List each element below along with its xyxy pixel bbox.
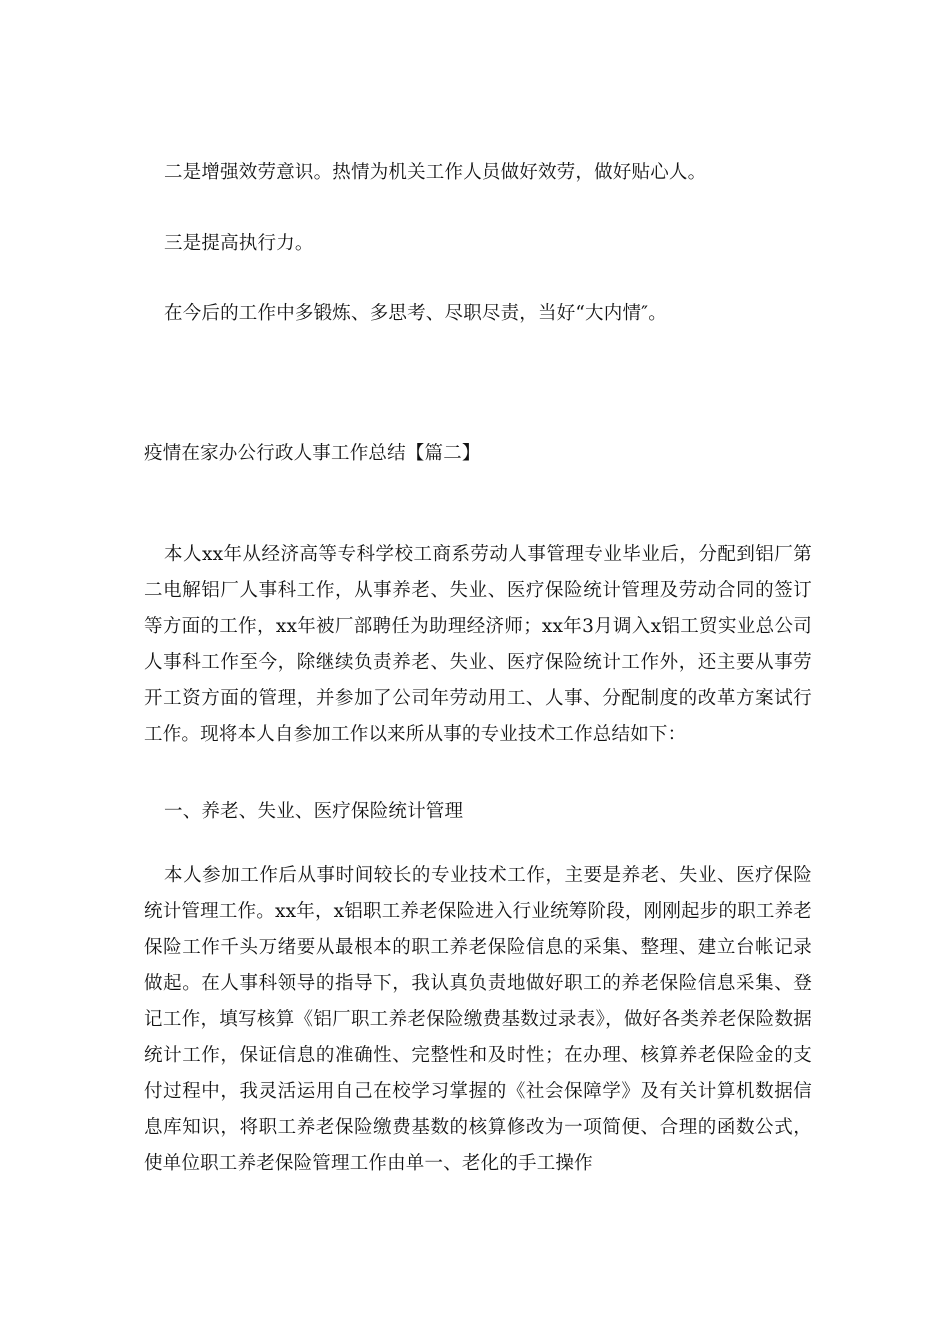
body-paragraph-career-summary: 本人xx年从经济高等专科学校工商系劳动人事管理专业毕业后，分配到铝厂第二电解铝厂人事科工作，从事养老、失业、医疗保险统计管理及劳动合同的签订等方面的工作，xx年被厂部聘任为助理经济师；xx年3月调入x铝工贸实业总公司人事科工作至今，除继续负责养老、失业、医疗保险统计工作外，还主要从事劳开工资方面的管理，并参加了公司年劳动用工、人事、分配制度的改革方案试行工作。现将本人自参加工作以来所从事的专业技术工作总结如下： [144, 544, 812, 745]
subheading-insurance-statistics: 一、养老、失业、医疗保险统计管理 [164, 801, 464, 822]
intro-item-closing: 在今后的工作中多锻炼、多思考、尽职尽责，当好“大内情″。 [164, 303, 667, 324]
section-title: 疫情在家办公行政人事工作总结【篇二】 [144, 443, 481, 464]
intro-item-execution: 三是提高执行力。 [164, 233, 314, 254]
intro-item-service-awareness: 二是增强效劳意识。热情为机关工作人员做好效劳，做好贴心人。 [164, 162, 707, 183]
body-paragraph-insurance-work: 本人参加工作后从事时间较长的专业技术工作，主要是养老、失业、医疗保险统计管理工作。xx年，x铝职工养老保险进入行业统筹阶段，刚刚起步的职工养老保险工作千头万绪要从最根本的职工养老保险信息的采集、整理、建立台帐记录做起。在人事科领导的指导下，我认真负责地做好职工的养老保险信息采集、登记工作，填写核算《铝厂职工养老保险缴费基数过录表》，做好各类养老保险数据统计工作，保证信息的准确性、完整性和及时性；在办理、核算养老保险金的支付过程中，我灵活运用自己在校学习掌握的《社会保障学》及有关计算机数据信息库知识，将职工养老保险缴费基数的核算修改为一项简便、合理的函数公式，使单位职工养老保险管理工作由单一、老化的手工操作 [144, 865, 812, 1174]
